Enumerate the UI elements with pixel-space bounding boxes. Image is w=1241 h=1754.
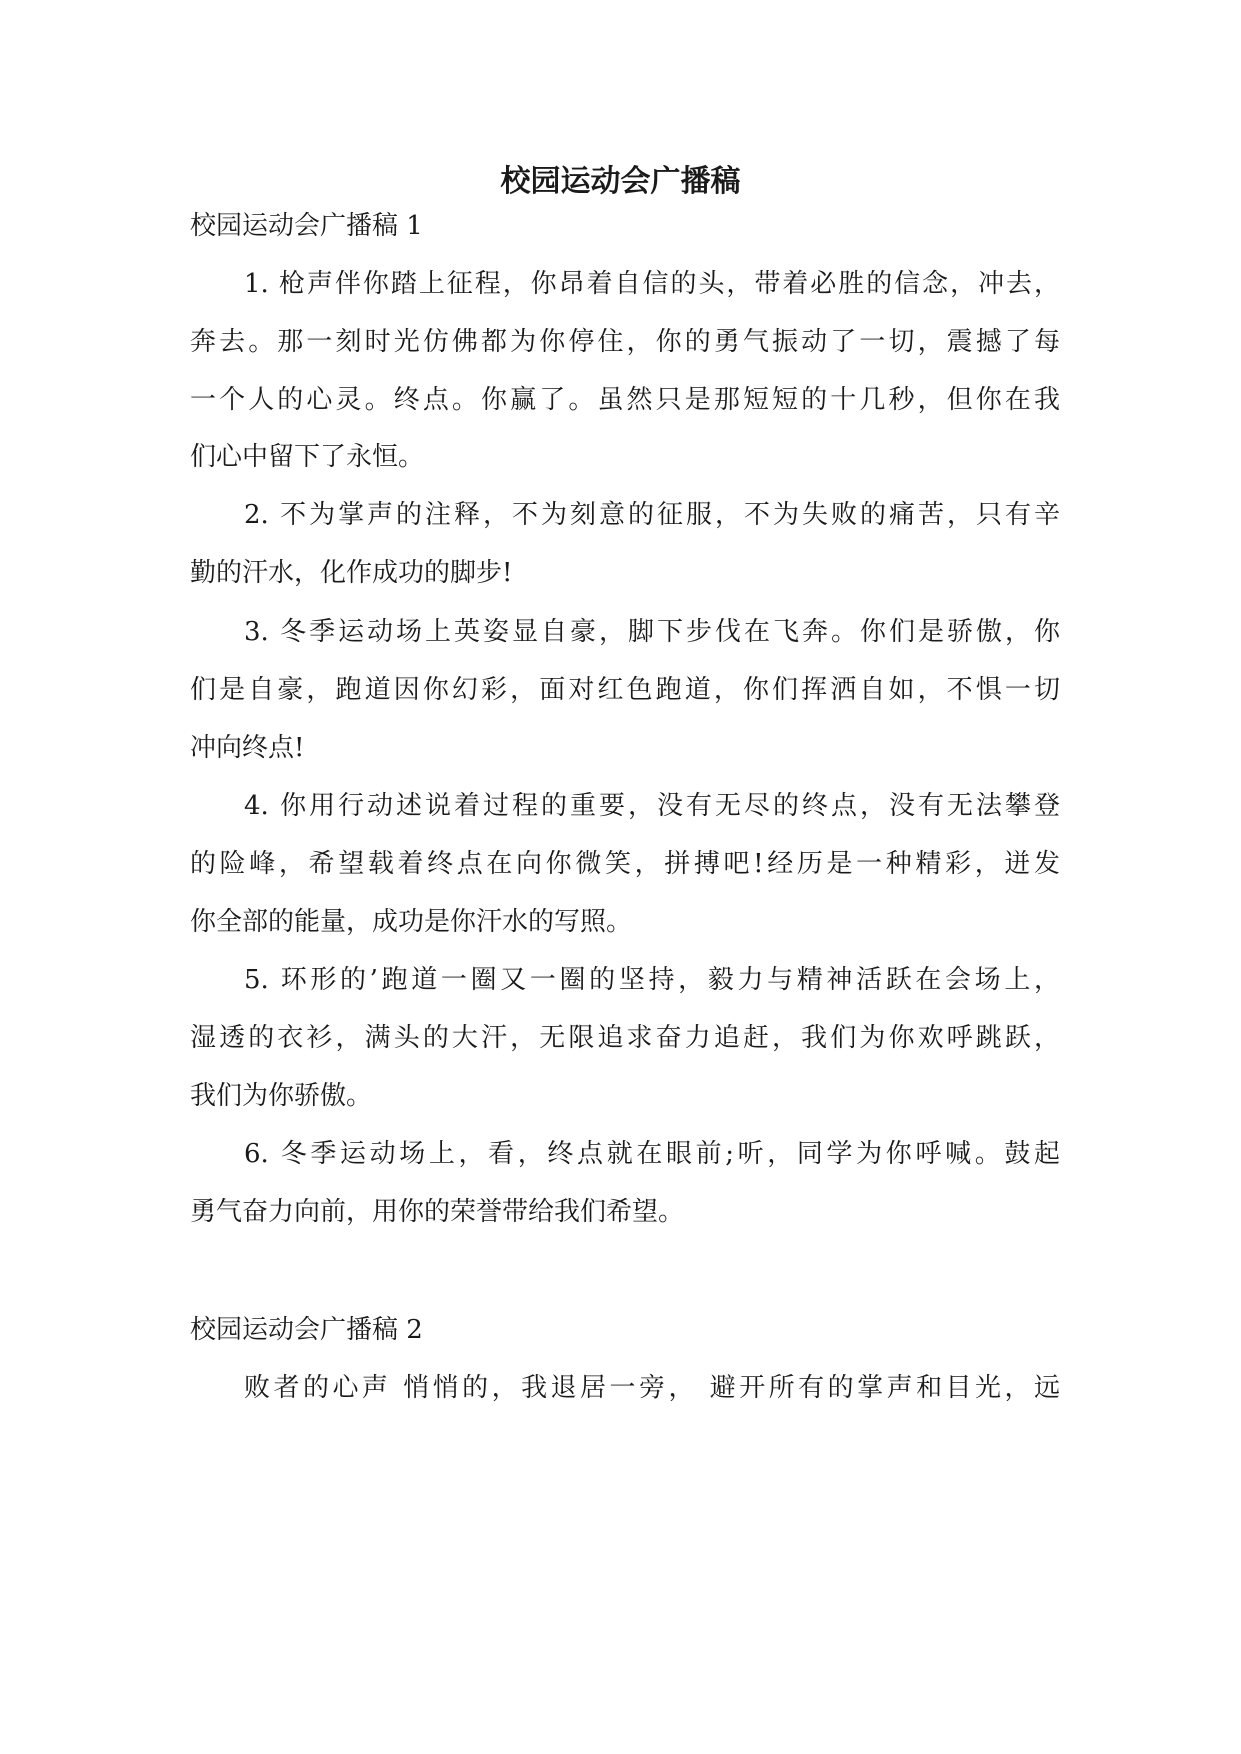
paragraph-line: 的险峰，希望载着终点在向你微笑，拼搏吧!经历是一种精彩，迸发 [190,849,1060,879]
paragraph-line: 你全部的能量，成功是你汗水的写照。 [190,907,633,937]
document-title: 校园运动会广播稿 [500,164,741,199]
paragraph-line: 冲向终点! [190,733,305,763]
paragraph-line: 5. 环形的’跑道一圈又一圈的坚持，毅力与精神活跃在会场上， [244,965,1060,995]
paragraph-line: 奔去。那一刻时光仿佛都为你停住，你的勇气振动了一切，震撼了每 [190,327,1060,357]
paragraph-line: 一个人的心灵。终点。你赢了。虽然只是那短短的十几秒，但你在我 [190,385,1060,415]
paragraph-line: 3. 冬季运动场上英姿显自豪，脚下步伐在飞奔。你们是骄傲，你 [244,617,1060,647]
section-heading-1: 校园运动会广播稿 1 [190,211,423,241]
paragraph-line: 4. 你用行动述说着过程的重要，没有无尽的终点，没有无法攀登 [244,791,1060,821]
paragraph-line: 湿透的衣衫，满头的大汗，无限追求奋力追赶，我们为你欢呼跳跃， [190,1023,1060,1053]
paragraph-line: 们是自豪，跑道因你幻彩，面对红色跑道，你们挥洒自如，不惧一切 [190,675,1060,705]
paragraph-line: 勤的汗水，化作成功的脚步! [190,558,513,588]
paragraph-line: 6. 冬季运动场上，看，终点就在眼前;听，同学为你呼喊。鼓起 [244,1139,1060,1169]
paragraph-line: 2. 不为掌声的注释，不为刻意的征服，不为失败的痛苦，只有辛 [244,500,1060,530]
paragraph-line: 1. 枪声伴你踏上征程，你昂着自信的头，带着必胜的信念，冲去， [244,269,1060,299]
paragraph-line: 败者的心声 悄悄的，我退居一旁， 避开所有的掌声和目光，远 [244,1373,1060,1403]
section-heading-2: 校园运动会广播稿 2 [190,1315,423,1345]
paragraph-line: 我们为你骄傲。 [190,1081,373,1111]
paragraph-line: 勇气奋力向前，用你的荣誉带给我们希望。 [190,1197,685,1227]
paragraph-line: 们心中留下了永恒。 [190,442,425,472]
